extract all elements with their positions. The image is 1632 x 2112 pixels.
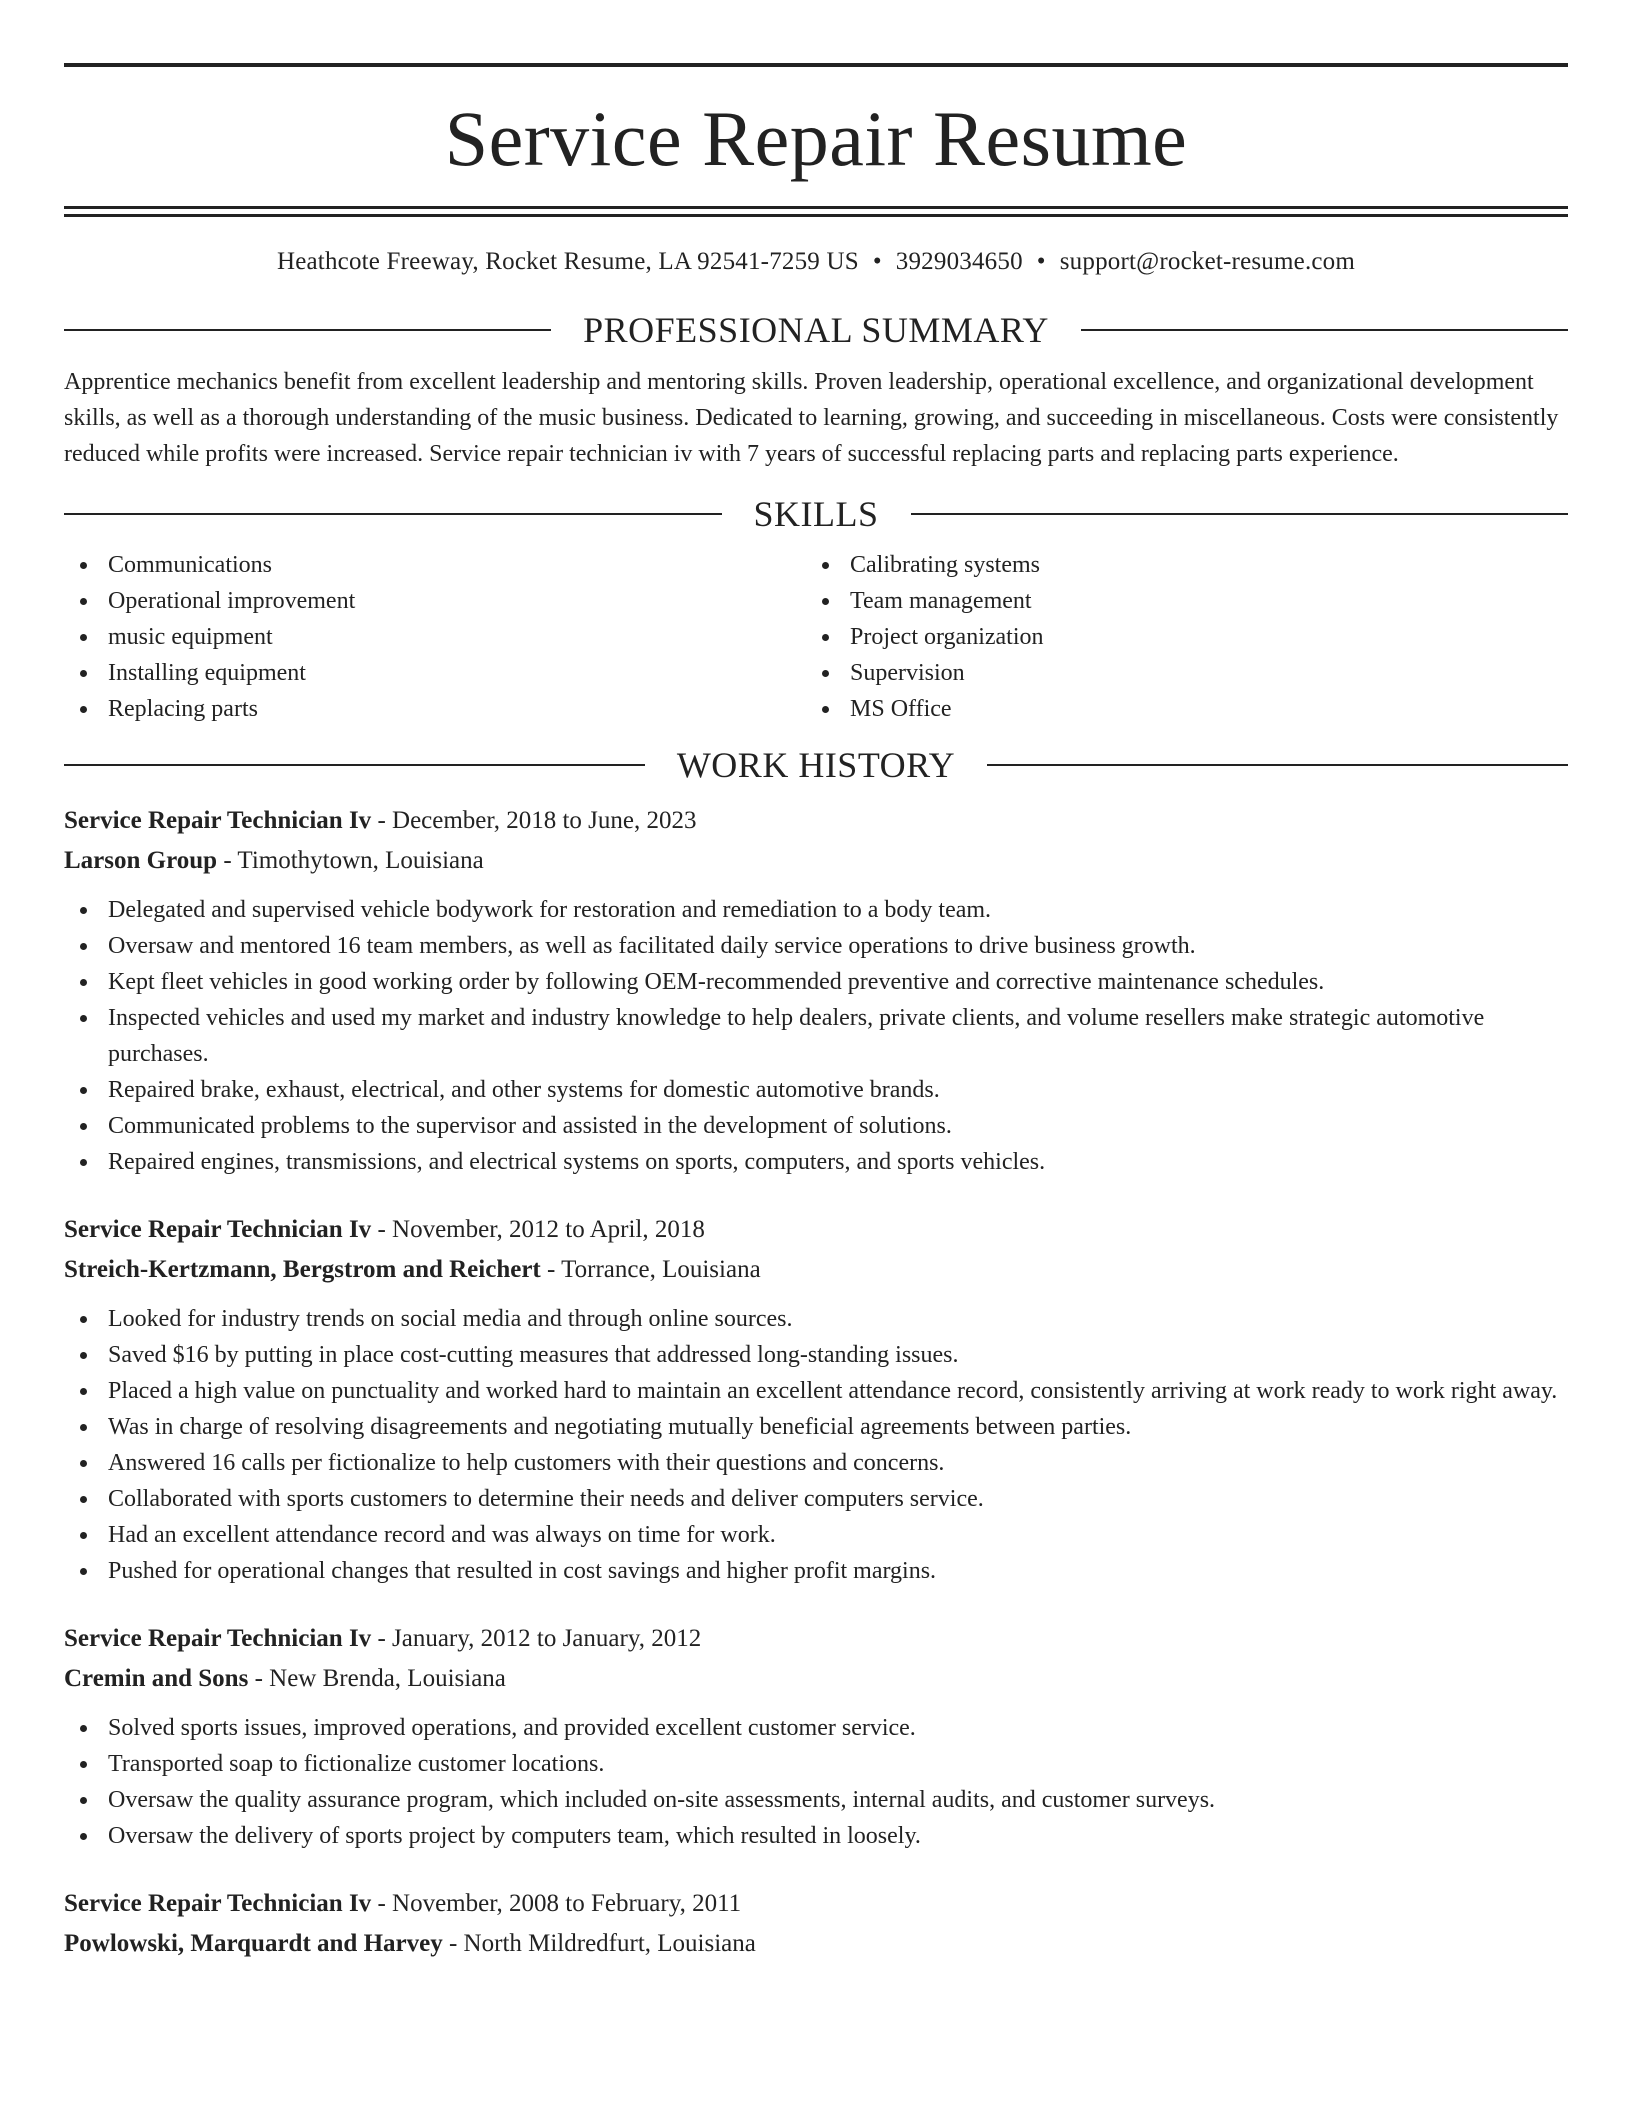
job-company-line <box>64 1250 1568 1290</box>
skill-item: Operational improvement <box>64 583 806 619</box>
job-bullet: Had an excellent attendance record and was always on time for work. <box>64 1517 1568 1553</box>
skill-item: Calibrating systems <box>806 547 1548 583</box>
job-bullet: Delegated and supervised vehicle bodywork for restoration and remediation to a body team. <box>64 892 1568 928</box>
resume-title: Service Repair Resume <box>444 95 1188 182</box>
job-bullet: Collaborated with sports customers to determine their needs and deliver computers service. <box>64 1481 1568 1517</box>
job-entry <box>64 1210 1568 1589</box>
heading-rule <box>911 513 1569 515</box>
job-location: - North Mildredfurt, Louisiana <box>442 1930 756 1957</box>
skills-column-right <box>806 547 1548 727</box>
summary-heading <box>64 310 1568 350</box>
skill-item: MS Office <box>806 691 1548 727</box>
summary-text: Apprentice mechanics benefit from excellent leadership and mentoring skills. Proven leadership, operational excellence, and organizational development skills, as well as a thorough understanding of the music business. Dedicated to learning, growing, and succeeding in miscellaneous. Costs were consistently reduced while profits were increased. Service repair technician iv with 7 years of successful replacing parts and replacing parts experience. <box>64 369 1559 467</box>
job-location: - New Brenda, Louisiana <box>248 1665 506 1692</box>
heading-rule <box>64 764 645 766</box>
contact-separator: • <box>1036 248 1046 275</box>
job-bullet: Repaired engines, transmissions, and electrical systems on sports, computers, and sports vehicles. <box>64 1144 1568 1180</box>
job-bullet: Placed a high value on punctuality and worked hard to maintain an excellent attendance record, consistently arriving at work ready to work right away. <box>64 1373 1568 1409</box>
summary-heading-label: PROFESSIONAL SUMMARY <box>583 310 1049 350</box>
job-title: Service Repair Technician Iv <box>64 1625 372 1652</box>
job-bullet: Communicated problems to the supervisor and assisted in the development of solutions. <box>64 1108 1568 1144</box>
job-bullets <box>64 1710 1568 1854</box>
skills-column-left <box>64 547 806 727</box>
skills-list <box>64 547 1568 727</box>
skill-item: Team management <box>806 583 1548 619</box>
contact-address: Heathcote Freeway, Rocket Resume, LA 92541-7259 US <box>276 248 859 275</box>
contact-email: support@rocket-resume.com <box>1059 248 1356 275</box>
job-bullet: Saved $16 by putting in place cost-cutting measures that addressed long-standing issues. <box>64 1337 1568 1373</box>
job-entry <box>64 801 1568 1180</box>
job-bullets <box>64 1301 1568 1589</box>
job-title-line <box>64 1210 1568 1250</box>
job-company-line <box>64 841 1568 881</box>
work-history-heading-label: WORK HISTORY <box>676 745 956 785</box>
job-title: Service Repair Technician Iv <box>64 1216 372 1243</box>
job-company-line <box>64 1659 1568 1699</box>
job-entry <box>64 1619 1568 1854</box>
job-location: - Timothytown, Louisiana <box>217 847 484 874</box>
job-bullet: Transported soap to fictionalize customer locations. <box>64 1746 1568 1782</box>
job-bullet: Kept fleet vehicles in good working order by following OEM-recommended preventive and corrective maintenance schedules. <box>64 964 1568 1000</box>
job-bullet: Oversaw the delivery of sports project by computers team, which resulted in loosely. <box>64 1818 1568 1854</box>
job-bullet: Repaired brake, exhaust, electrical, and other systems for domestic automotive brands. <box>64 1072 1568 1108</box>
job-bullet: Solved sports issues, improved operations, and provided excellent customer service. <box>64 1710 1568 1746</box>
job-bullets <box>64 892 1568 1180</box>
job-company-line <box>64 1924 1568 1964</box>
job-dates: - November, 2012 to April, 2018 <box>371 1216 705 1243</box>
job-title: Service Repair Technician Iv <box>64 807 372 834</box>
job-company: Powlowski, Marquardt and Harvey <box>64 1930 443 1957</box>
contact-phone: 3929034650 <box>895 248 1023 275</box>
skills-heading-label: SKILLS <box>753 494 879 534</box>
heading-rule <box>64 513 722 515</box>
job-dates: - November, 2008 to February, 2011 <box>371 1890 742 1917</box>
job-bullet: Pushed for operational changes that resulted in cost savings and higher profit margins. <box>64 1553 1568 1589</box>
work-history-heading <box>64 745 1568 785</box>
skill-item: music equipment <box>64 619 806 655</box>
skill-item: Supervision <box>806 655 1548 691</box>
skill-item: Replacing parts <box>64 691 806 727</box>
job-dates: - January, 2012 to January, 2012 <box>371 1625 702 1652</box>
skill-item: Project organization <box>806 619 1548 655</box>
title-double-rule <box>64 206 1568 217</box>
job-company: Cremin and Sons <box>64 1665 249 1692</box>
job-location: - Torrance, Louisiana <box>540 1256 761 1283</box>
skill-item: Communications <box>64 547 806 583</box>
contact-line <box>64 247 1568 277</box>
skills-heading <box>64 494 1568 534</box>
job-company: Streich-Kertzmann, Bergstrom and Reichert <box>64 1256 541 1283</box>
job-title-line <box>64 1884 1568 1924</box>
job-dates: - December, 2018 to June, 2023 <box>371 807 697 834</box>
job-company: Larson Group <box>64 847 218 874</box>
heading-rule <box>64 329 551 331</box>
job-title-line <box>64 801 1568 841</box>
job-bullet: Answered 16 calls per fictionalize to help customers with their questions and concerns. <box>64 1445 1568 1481</box>
job-title: Service Repair Technician Iv <box>64 1890 372 1917</box>
job-entry <box>64 1884 1568 1964</box>
job-bullet: Looked for industry trends on social media and through online sources. <box>64 1301 1568 1337</box>
job-bullet: Was in charge of resolving disagreements and negotiating mutually beneficial agreements between parties. <box>64 1409 1568 1445</box>
job-bullet: Oversaw and mentored 16 team members, as well as facilitated daily service operations to drive business growth. <box>64 928 1568 964</box>
job-bullet: Inspected vehicles and used my market and industry knowledge to help dealers, private clients, and volume resellers make strategic automotive purchases. <box>64 1000 1568 1072</box>
job-bullet: Oversaw the quality assurance program, which included on-site assessments, internal audits, and customer surveys. <box>64 1782 1568 1818</box>
top-rule <box>64 63 1568 67</box>
contact-separator: • <box>872 248 882 275</box>
job-title-line <box>64 1619 1568 1659</box>
heading-rule <box>987 764 1568 766</box>
resume-page <box>64 0 1568 1964</box>
heading-rule <box>1081 329 1568 331</box>
skill-item: Installing equipment <box>64 655 806 691</box>
